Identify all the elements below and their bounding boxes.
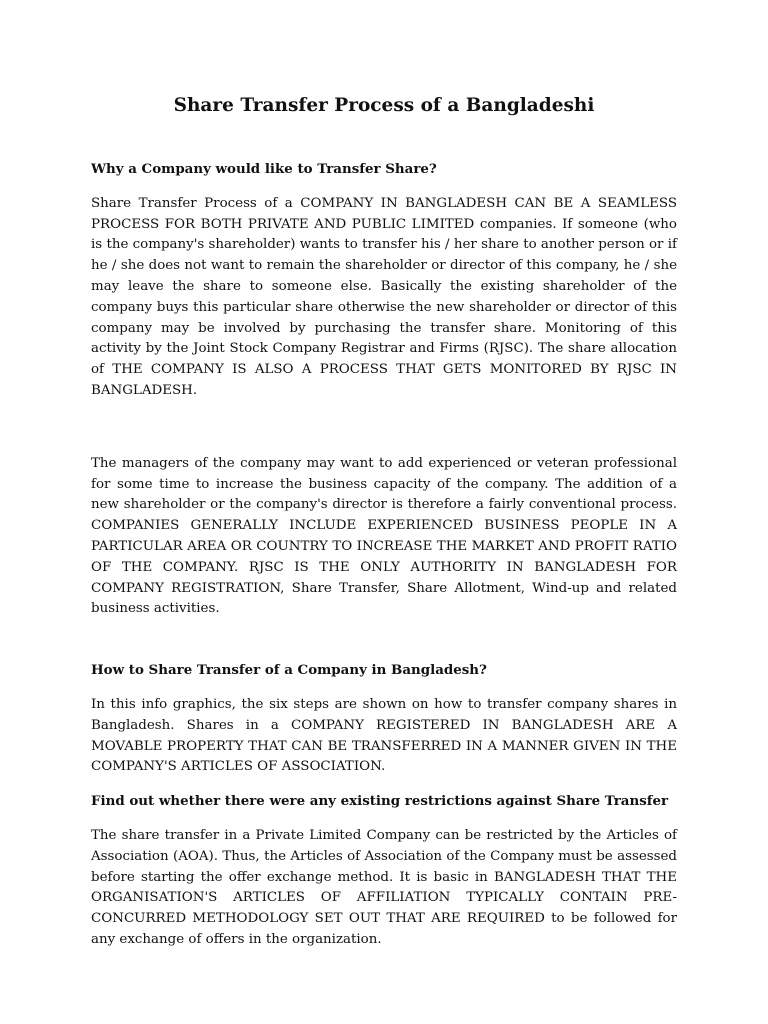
paragraph-transfer-intro: Share Transfer Process of a COMPANY IN BANGLADESH CAN BE A SEAMLESS PROCESS FOR BOTH PRIVATE AND PUBLIC LIMITED companies. If someone (who is the company's shareholder) wants to transfer his / her share to another person or if he / she does not want to remain the shareholder or director of this company, he / she may leave the share to someone else. Basically the existing shareholder of the company buys this particular share otherwise the new shareholder or director of this company may be involved by purchasing the transfer share. Monitoring of this activity by the Joint Stock Company Registrar and Firms (RJSC). The share allocation of THE COMPANY IS ALSO A PROCESS THAT GETS MONITORED BY RJSC IN BANGLADESH.: [91, 195, 677, 398]
paragraph-info-graphics: In this info graphics, the six steps are shown on how to transfer company shares in Bangladesh. Shares in a COMPANY REGISTERED IN BANGLADESH ARE A MOVABLE PROPERTY THAT CAN BE TRANSFERRED IN A MANNER GIVEN IN THE COMPANY'S ARTICLES OF ASSOCIATION.: [91, 696, 677, 775]
document-title: Share Transfer Process of a Bangladeshi: [173, 95, 595, 116]
heading-why-transfer: Why a Company would like to Transfer Share?: [91, 161, 437, 177]
heading-how-to-transfer: How to Share Transfer of a Company in Bangladesh?: [91, 662, 487, 679]
paragraph-managers: The managers of the company may want to add experienced or veteran professional for some time to increase the business capacity of the company. The addition of a new shareholder or the company's director is therefore a fairly conventional process. COMPANIES GENERALLY INCLUDE EXPERIENCED BUSINESS PEOPLE IN A PARTICULAR AREA OR COUNTRY TO INCREASE THE MARKET AND PROFIT RATIO OF THE COMPANY. RJSC IS THE ONLY AUTHORITY IN BANGLADESH FOR COMPANY REGISTRATION, Share Transfer, Share Allotment, Wind-up and related business activities.: [91, 455, 677, 617]
heading-restrictions: Find out whether there were any existing restrictions against Share Transfer: [91, 793, 669, 810]
paragraph-private-limited: The share transfer in a Private Limited Company can be restricted by the Articles of Association (AOA). Thus, the Articles of Association of the Company must be assessed before starting the offer exchange method. It is basic in BANGLADESH THAT THE ORGANISATION'S ARTICLES OF AFFILIATION TYPICALLY CONTAIN PRE-CONCURRED METHODOLOGY SET OUT THAT ARE REQUIRED to be followed for any exchange of offers in the organization.: [91, 827, 677, 947]
